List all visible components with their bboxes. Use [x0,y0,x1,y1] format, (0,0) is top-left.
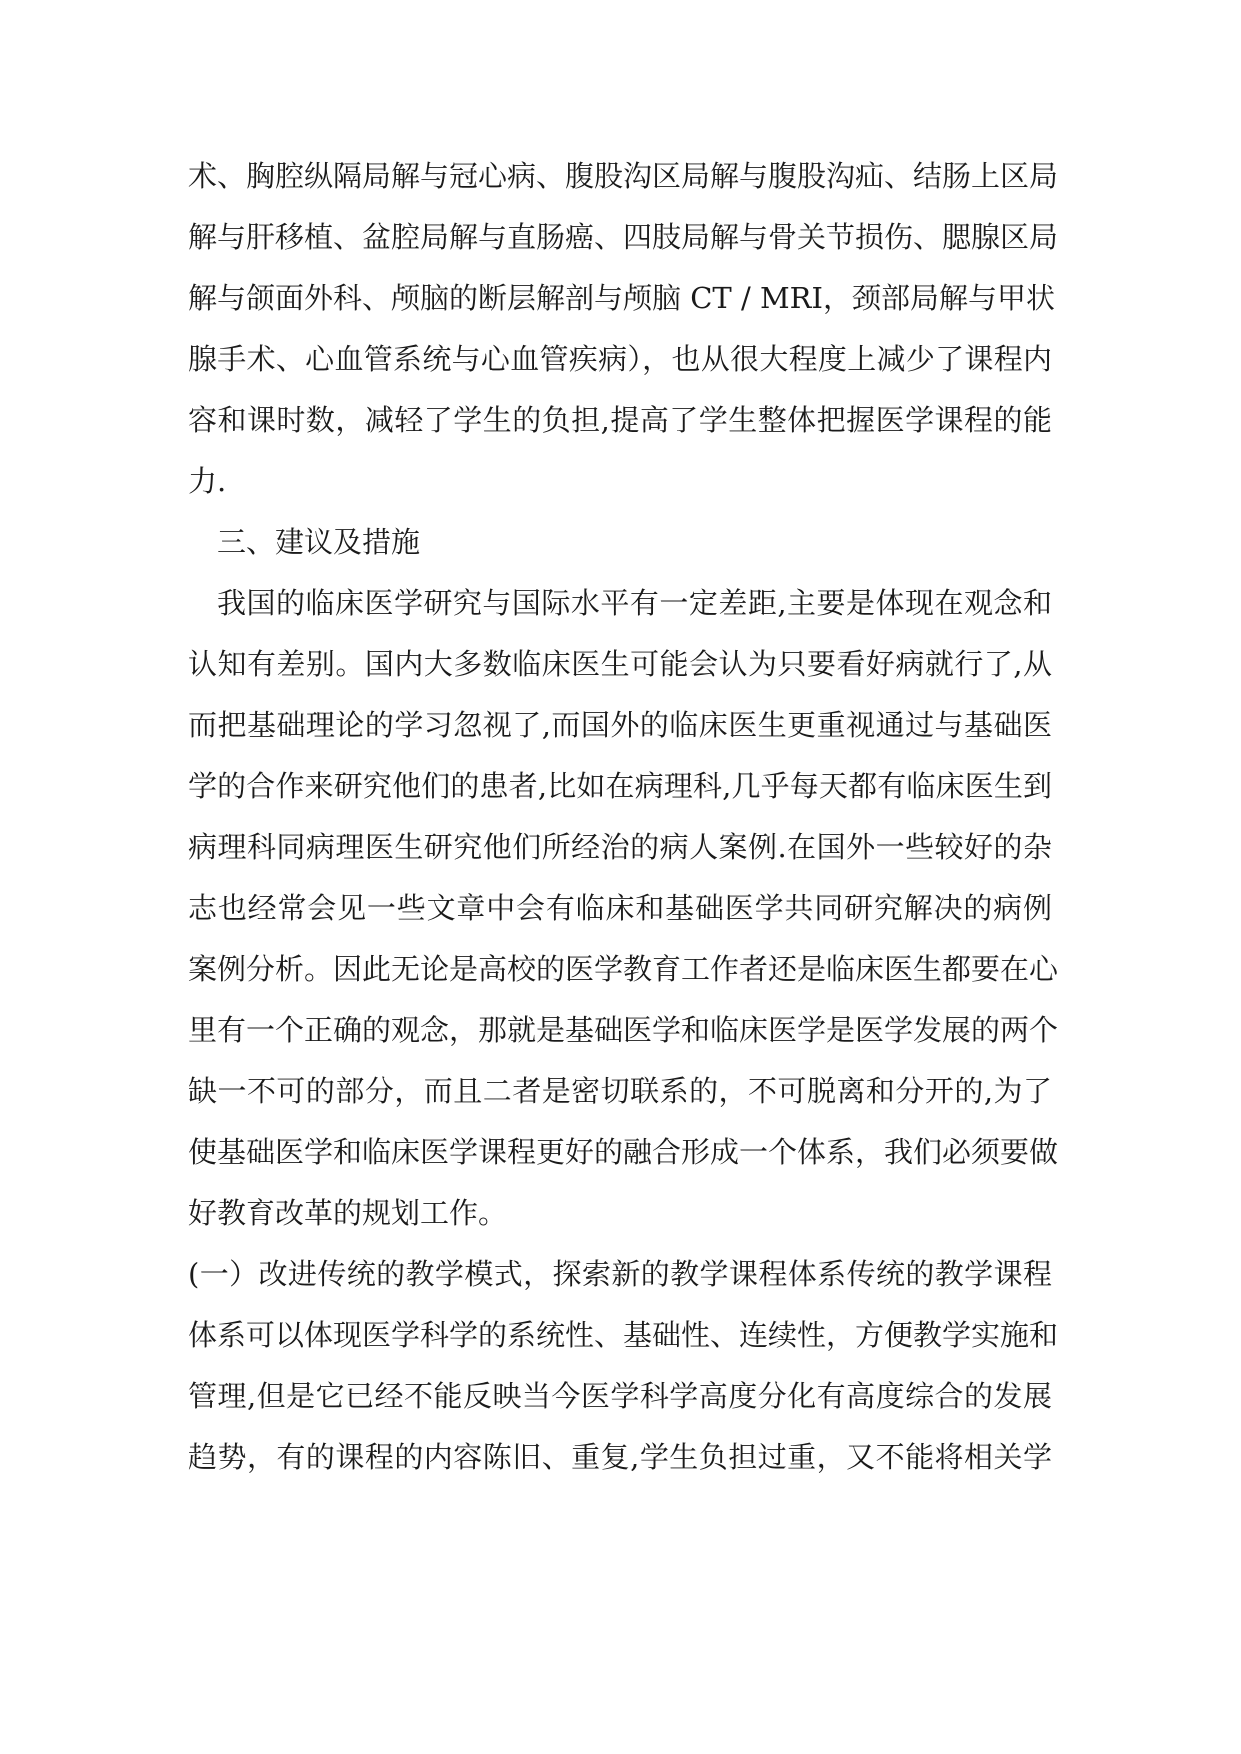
text-line: 缺一不可的部分，而且二者是密切联系的，不可脱离和分开的,为了 [188,1074,1052,1108]
document-page [188,146,1059,1488]
text-line: 解与颌面外科、颅脑的断层解剖与颅脑 CT / MRI，颈部局解与甲状 [188,281,1055,315]
text-line: 案例分析。因此无论是高校的医学教育工作者还是临床医生都要在心 [188,952,1059,986]
text-line: 体系可以体现医学科学的系统性、基础性、连续性，方便教学实施和 [188,1318,1059,1352]
text-line: 腺手术、心血管系统与心血管疾病），也从很大程度上减少了课程内 [188,342,1052,376]
text-line: 趋势，有的课程的内容陈旧、重复,学生负担过重，又不能将相关学 [188,1440,1052,1474]
text-line: 三、建议及措施 [217,525,421,559]
text-line: 志也经常会见一些文章中会有临床和基础医学共同研究解决的病例 [188,891,1052,925]
text-line: 解与肝移植、盆腔局解与直肠癌、四肢局解与骨关节损伤、腮腺区局 [188,220,1059,254]
text-line: 使基础医学和临床医学课程更好的融合形成一个体系，我们必须要做 [188,1135,1059,1169]
text-line: 术、胸腔纵隔局解与冠心病、腹股沟区局解与腹股沟疝、结肠上区局 [188,159,1059,193]
text-line: 学的合作来研究他们的患者,比如在病理科,几乎每天都有临床医生到 [188,769,1052,803]
text-line: 认知有差别。国内大多数临床医生可能会认为只要看好病就行了,从 [188,647,1052,681]
text-line: 病理科同病理医生研究他们所经治的病人案例.在国外一些较好的杂 [188,830,1052,864]
text-line: 我国的临床医学研究与国际水平有一定差距,主要是体现在观念和 [217,586,1052,620]
text-line: 力. [188,464,227,498]
text-line: (一）改进传统的教学模式，探索新的教学课程体系传统的教学课程 [188,1257,1052,1291]
text-line: 而把基础理论的学习忽视了,而国外的临床医生更重视通过与基础医 [188,708,1052,742]
text-line: 好教育改革的规划工作。 [188,1196,508,1230]
text-line: 管理,但是它已经不能反映当今医学科学高度分化有高度综合的发展 [188,1379,1052,1413]
text-line: 里有一个正确的观念，那就是基础医学和临床医学是医学发展的两个 [188,1013,1059,1047]
text-line: 容和课时数，减轻了学生的负担,提高了学生整体把握医学课程的能 [188,403,1052,437]
